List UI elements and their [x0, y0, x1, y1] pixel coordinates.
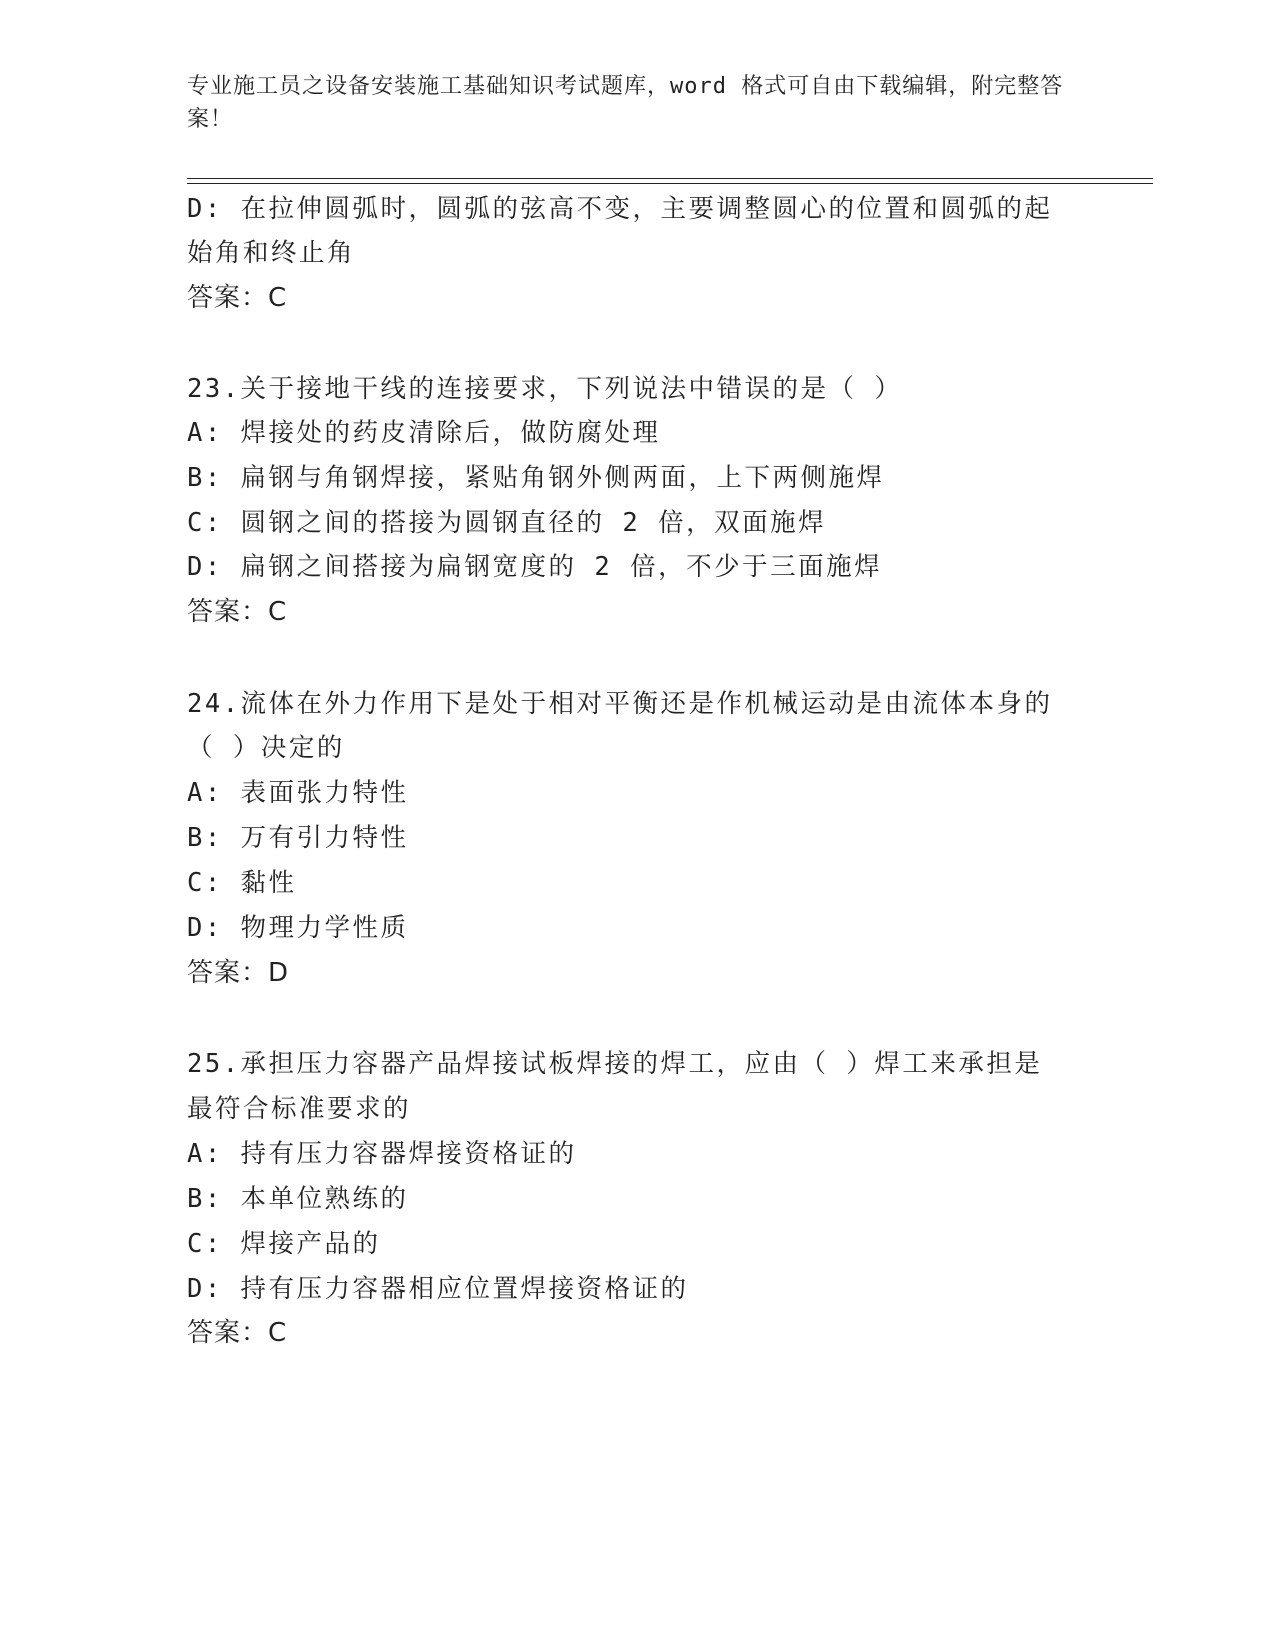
q24-option-c: C: 黏性	[187, 868, 297, 898]
q23-answer: 答案：C	[187, 597, 288, 627]
prev-option-d-line2: 始角和终止角	[187, 238, 356, 268]
q24-stem-line1: 24.流体在外力作用下是处于相对平衡还是作机械运动是由流体本身的	[187, 689, 1053, 719]
document-header: 专业施工员之设备安装施工基础知识考试题库，word 格式可自由下载编辑，附完整答案！	[187, 74, 1064, 132]
q23-option-b: B: 扁钢与角钢焊接，紧贴角钢外侧两面，上下两侧施焊	[187, 463, 885, 493]
q23-option-a: A: 焊接处的药皮清除后，做防腐处理	[187, 418, 661, 448]
q25-stem-line2: 最符合标准要求的	[187, 1094, 412, 1124]
prev-answer: 答案：C	[187, 283, 288, 313]
q24-option-d: D: 物理力学性质	[187, 913, 409, 943]
q24-option-a: A: 表面张力特性	[187, 778, 409, 808]
q23-option-c: C: 圆钢之间的搭接为圆钢直径的 2 倍，双面施焊	[187, 508, 827, 538]
header-divider-top	[187, 178, 1153, 179]
q25-option-b: B: 本单位熟练的	[187, 1184, 409, 1214]
q25-option-c: C: 焊接产品的	[187, 1229, 381, 1259]
prev-option-d-line1: D: 在拉伸圆弧时，圆弧的弦高不变，主要调整圆心的位置和圆弧的起	[187, 194, 1053, 224]
q25-answer: 答案：C	[187, 1318, 288, 1348]
q24-answer: 答案：D	[187, 958, 290, 988]
q24-stem-line2: （ ）决定的	[187, 733, 345, 763]
header-divider-bottom	[187, 183, 1153, 184]
q25-option-d: D: 持有压力容器相应位置焊接资格证的	[187, 1274, 689, 1304]
q25-option-a: A: 持有压力容器焊接资格证的	[187, 1139, 577, 1169]
q24-option-b: B: 万有引力特性	[187, 823, 409, 853]
q23-stem: 23.关于接地干线的连接要求，下列说法中错误的是（ ）	[187, 374, 903, 404]
q23-option-d: D: 扁钢之间搭接为扁钢宽度的 2 倍，不少于三面施焊	[187, 552, 883, 582]
q25-stem-line1: 25.承担压力容器产品焊接试板焊接的焊工，应由（ ）焊工来承担是	[187, 1049, 1043, 1079]
